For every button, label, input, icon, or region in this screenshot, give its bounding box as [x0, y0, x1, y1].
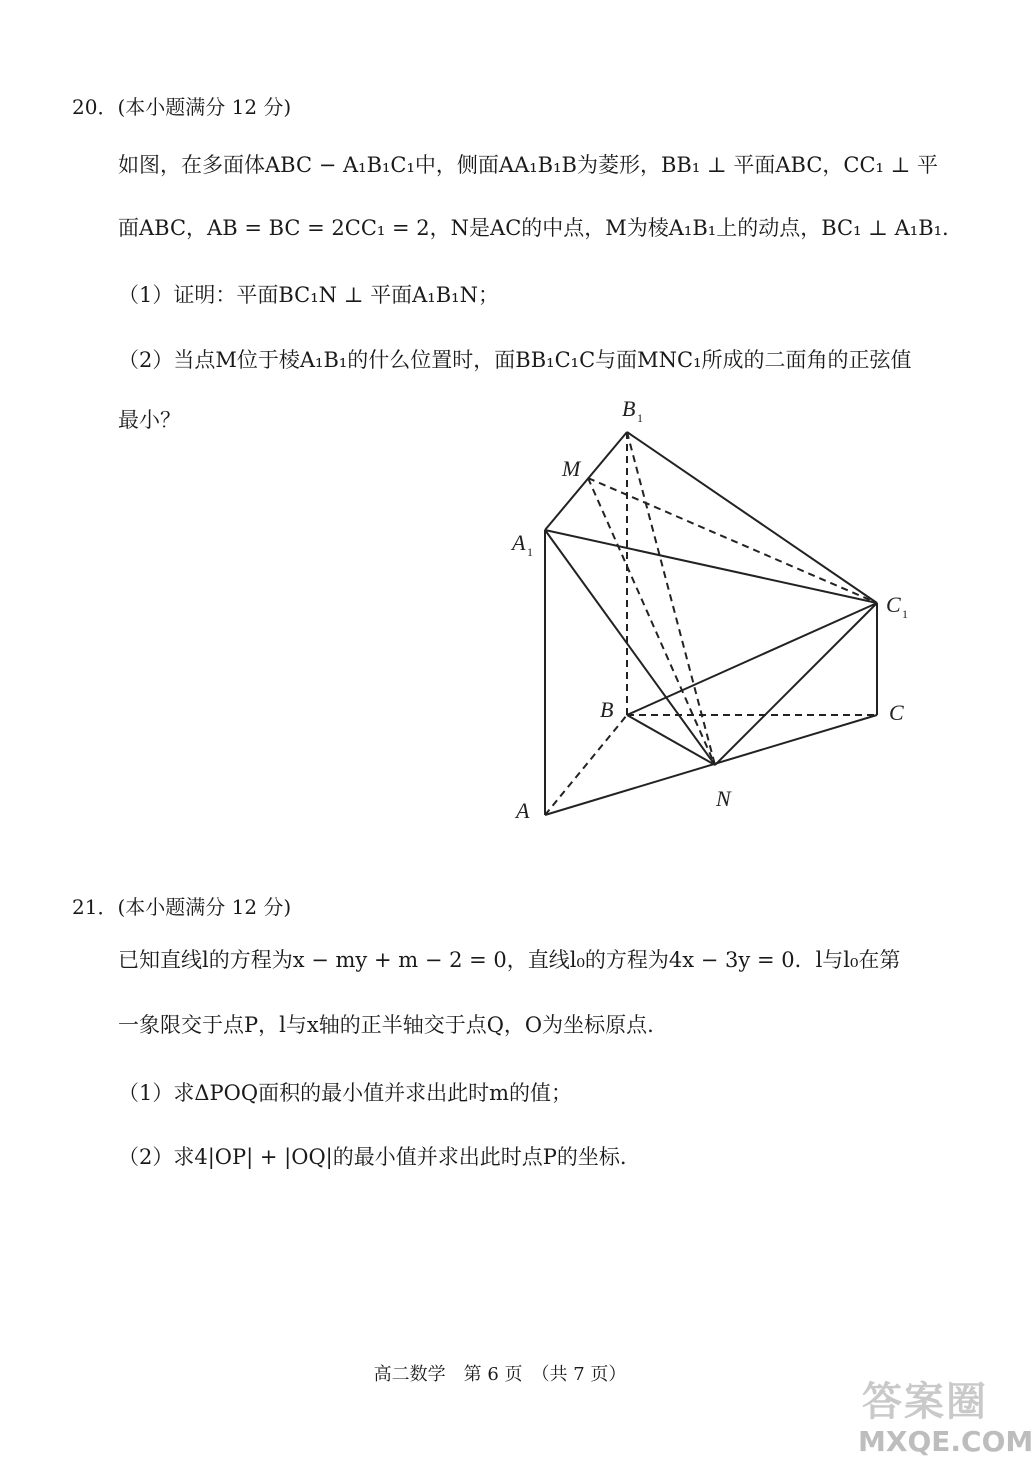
- q21-line2-text: 一象限交于点P，l与x轴的正半轴交于点Q，O为坐标原点.: [118, 1013, 654, 1037]
- q21-header: 21．(本小题满分 12 分): [72, 895, 292, 919]
- q20-part2: [118, 345, 912, 375]
- label-A1-sub: 1: [527, 545, 533, 559]
- label-A1: A: [512, 530, 526, 555]
- polyhedron-figure: [490, 395, 920, 835]
- edge-BC1: [627, 603, 877, 715]
- q20-part2b-text: 最小？: [118, 408, 181, 432]
- edge-C1N: [715, 603, 877, 765]
- q21-part2: [118, 1142, 627, 1172]
- label-C1-sub: 1: [902, 607, 908, 621]
- edge-A1N: [545, 530, 715, 765]
- q21-stem-line2: [118, 1010, 654, 1040]
- q21-part1: [118, 1078, 572, 1108]
- q20-line2-text: 面ABC，AB = BC = 2CC₁ = 2，N是AC的中点，M为棱A₁B₁上的动点，BC₁ ⊥ A₁B₁.: [118, 216, 949, 240]
- watermark-logo-text: 答案圈: [862, 1379, 988, 1425]
- q21-part2-text: （2）求4|OP| + |OQ|的最小值并求出此时点P的坐标.: [118, 1145, 627, 1169]
- q20-header: 20．(本小题满分 12 分): [72, 95, 292, 119]
- q20-part2-cont: [118, 405, 181, 435]
- label-N: N: [716, 786, 731, 811]
- page-footer: 高二数学 第 6 页 （共 7 页）: [373, 1364, 627, 1385]
- edge-AB-dashed: [545, 715, 627, 815]
- label-A: A: [516, 798, 530, 823]
- label-B1: B: [622, 396, 636, 421]
- label-M: M: [562, 456, 581, 481]
- q20-part1-text: （1）证明：平面BC₁N ⊥ 平面A₁B₁N；: [118, 283, 499, 307]
- q20-stem-line2: [118, 213, 949, 243]
- q21-line1-text: 已知直线l的方程为x − my + m − 2 = 0，直线l₀的方程为4x − 3y = 0．l与l₀在第: [118, 948, 901, 972]
- watermark-url: MXQE.COM: [858, 1425, 1033, 1458]
- edge-BN: [627, 715, 715, 765]
- edge-A1C1: [545, 530, 877, 603]
- edge-AC: [545, 715, 877, 815]
- q20-part1: [118, 280, 499, 310]
- q21-stem-line1: [118, 945, 900, 975]
- label-B: B: [600, 697, 614, 722]
- q20-stem-line1: [118, 150, 938, 180]
- edge-A1B1: [545, 432, 627, 530]
- q20-line1-text: 如图，在多面体ABC − A₁B₁C₁中，侧面AA₁B₁B为菱形，BB₁ ⊥ 平面ABC，CC₁ ⊥ 平: [118, 153, 939, 177]
- q21-part1-text: （1）求ΔPOQ面积的最小值并求出此时m的值；: [118, 1081, 573, 1105]
- label-B1-sub: 1: [637, 411, 643, 425]
- label-C: C: [889, 700, 904, 725]
- label-C1: C: [886, 592, 901, 617]
- edge-MC1-dashed: [588, 478, 877, 603]
- q20-part2-text: （2）当点M位于棱A₁B₁的什么位置时，面BB₁C₁C与面MNC₁所成的二面角的正弦值: [118, 348, 912, 372]
